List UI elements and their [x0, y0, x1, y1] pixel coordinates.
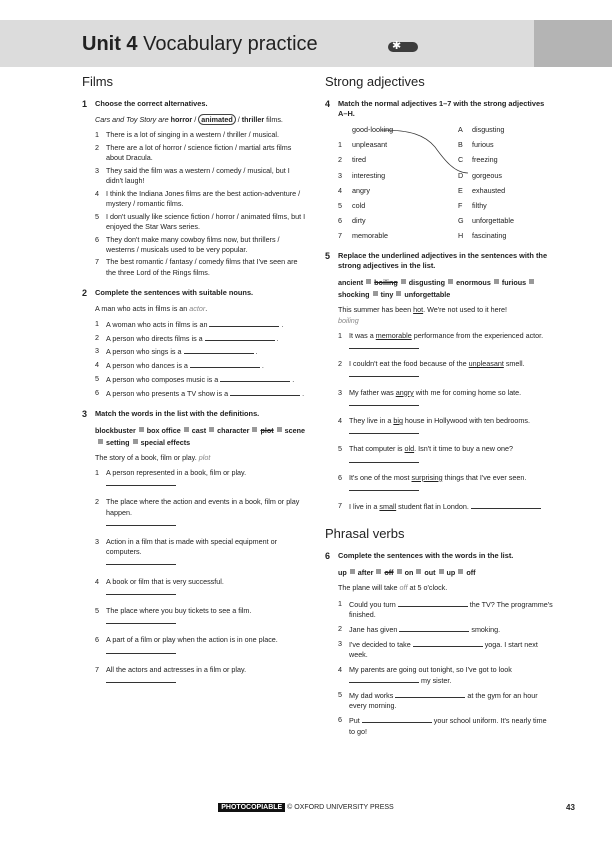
item-text: angry	[352, 185, 370, 195]
item-text: They don't make many cowboy films now, but thrillers / westerns / musicals used to be very popular.	[106, 234, 280, 254]
item-number: 1	[95, 467, 99, 477]
answer-blank[interactable]	[106, 478, 176, 486]
item-text: All the actors and actresses in a film or play.	[106, 665, 307, 686]
example: A man who acts in films is an actor.	[95, 303, 208, 313]
item-text: My father was angry with me for coming home so late.	[349, 388, 553, 409]
example-answer: boiling	[338, 315, 359, 325]
match-left-item	[338, 186, 458, 196]
answer-blank[interactable]	[209, 319, 279, 327]
item-letter: H	[458, 231, 464, 241]
list-item	[95, 360, 307, 371]
list-item	[95, 468, 307, 489]
list-item	[95, 130, 307, 140]
list-word: up	[446, 568, 456, 578]
underlined-word: surprising	[411, 472, 443, 482]
item-number: 2	[95, 332, 99, 342]
underlined-word: small	[379, 502, 397, 512]
item-text: A woman who acts in films is an .	[106, 320, 284, 330]
separator-square	[209, 427, 214, 432]
list-word: off	[384, 568, 394, 578]
item-number: 3	[95, 536, 99, 546]
item-text: It's one of the most surprising things that I've ever seen.	[349, 473, 553, 494]
exercise-2: 2 Complete the sentences with suitable nouns. A man who acts in films is an actor. 1 A woman who acts in films is an . 2 A person who directs films is a . 3 A person who sings is a . 4 A person who dances is a . 5 A person who composes music is a . 6 A person who presents a TV show is a .	[82, 288, 307, 399]
exercise-3: 3 Match the words in the list with the definitions. blockbuster box office cast character plot scenesetting special effects The story of a book, film or play. plot 1 A person represented in a book, film or play. 2 The place where the action and events in a book, film or play happen. 3 Action in a film that is made with special equipment or computers. 4 A book or film that is very successful. 5 The place where you buy tickets to see a film. 6 A part of a film or play when the action is in one place. 7 All the actors and actresses in a film or play.	[82, 409, 307, 686]
item-text: unpleasant	[352, 140, 388, 150]
answer-blank[interactable]	[349, 341, 419, 349]
list-item	[95, 537, 307, 569]
list-word: on	[404, 568, 414, 578]
exercise-4: 4 Match the normal adjectives 1–7 with the strong adjectives A–H. good-looking A disgusting 1 unpleasant B furious 2 tired C freezing 3 interesting D gorgeous 4 angry E exhausted 5 cold F filthy 6 dirty G unforgettable 7 memorable H fascinating	[325, 99, 553, 241]
list-item	[95, 257, 307, 277]
example: Cars and Toy Story are horror / animated / thriller films.	[95, 115, 283, 124]
list-item	[338, 416, 553, 437]
item-text: My parents are going out tonight, so I've got to look my sister.	[349, 664, 512, 685]
list-item	[338, 331, 553, 352]
star-badge	[388, 42, 418, 52]
match-right-item	[458, 140, 548, 150]
answer-blank[interactable]	[349, 455, 419, 463]
list-word: scene	[284, 425, 306, 435]
item-text: memorable	[352, 231, 388, 241]
item-number: 7	[95, 664, 99, 674]
item-number: 1	[95, 130, 99, 140]
example: The plane will take off at 5 o'clock.	[338, 583, 448, 593]
list-item	[338, 359, 553, 380]
answer-blank[interactable]	[349, 426, 419, 434]
answer-blank[interactable]	[230, 388, 300, 396]
item-text: A person who presents a TV show is a .	[106, 388, 305, 398]
list-item	[95, 143, 307, 163]
item-text: cold	[352, 200, 366, 210]
list-item	[95, 166, 307, 186]
item-number: 4	[338, 415, 342, 425]
item-text: dirty	[352, 216, 366, 226]
list-word: character	[217, 425, 250, 435]
match-right-item	[458, 171, 548, 181]
item-text: furious	[472, 140, 494, 150]
answer-blank[interactable]	[106, 675, 176, 683]
list-word: unforgettable	[404, 290, 451, 300]
exercise-1	[82, 99, 307, 278]
list-word: furious	[501, 278, 527, 288]
list-word: up	[338, 568, 347, 578]
right-column	[325, 74, 553, 747]
item-text: It was a memorable performance from the experienced actor.	[349, 331, 553, 352]
item-number: 7	[338, 231, 342, 241]
item-number: 4	[338, 664, 342, 674]
exercise-5: 5 Replace the underlined adjectives in the sentences with the strong adjectives in the list. ancient boiling disgusting enormous furiousshocking tiny unforgettable This summer has been hot. We're not used to it here! boiling 1 It was a memorable performance from the experienced actor. 2 I couldn't eat the food because of the unpleasant smell. 3 My father was angry with me for coming home so late. 4 They live in a big house in Hollywood with ten bedrooms. 5 That computer is old. Isn't it time to buy a new one? 6 It's one of the most surprising things that I've ever seen. 7 I live in a small student flat in London.	[325, 251, 553, 512]
item-number: 6	[338, 472, 342, 482]
item-number: 5	[95, 211, 99, 221]
list-item	[338, 690, 553, 711]
separator-square	[350, 569, 355, 574]
answer-blank[interactable]	[349, 398, 419, 406]
item-letter: D	[458, 170, 464, 180]
exercise-number: 1	[82, 99, 88, 109]
item-text: filthy	[472, 200, 487, 210]
item-text: interesting	[352, 170, 386, 180]
item-text: freezing	[472, 155, 498, 165]
circled-answer: animated	[198, 114, 236, 125]
item-number: 3	[338, 170, 342, 180]
item-text: A person who sings is a .	[106, 347, 258, 357]
item-letter: C	[458, 155, 464, 165]
item-number: 1	[95, 319, 99, 329]
item-text: Put your school uniform. It's nearly time to go!	[349, 716, 547, 736]
item-text: A person who composes music is a .	[106, 374, 295, 384]
item-number: 3	[338, 639, 342, 649]
photocopiable-label: PHOTOCOPIABLE	[218, 803, 285, 812]
item-text: A person represented in a book, film or play.	[106, 468, 307, 489]
underlined-word: memorable	[375, 330, 412, 340]
item-number: 4	[95, 188, 99, 198]
answer-blank[interactable]	[398, 599, 468, 607]
match-right-item	[458, 201, 548, 211]
underlined-word: unpleasant	[468, 359, 504, 369]
item-text: They said the film was a western / comedy / musical, but I didn't laugh!	[106, 165, 290, 186]
separator-square	[448, 279, 453, 284]
item-number: 2	[338, 155, 342, 165]
item-number: 1	[338, 140, 342, 150]
answer-blank[interactable]	[349, 675, 419, 683]
example: The story of a book, film or play. plot	[95, 452, 211, 462]
list-word: plot	[260, 425, 274, 435]
answer-blank[interactable]	[349, 369, 419, 377]
item-text: tired	[352, 155, 366, 165]
answer-blank[interactable]	[399, 624, 469, 632]
item-text: The best romantic / fantasy / comedy films that I've seen are the three Lord of the Rings films.	[106, 257, 298, 277]
list-item	[95, 577, 307, 598]
separator-square	[439, 569, 444, 574]
item-text: The place where you buy tickets to see a film.	[106, 606, 307, 627]
separator-square	[529, 279, 534, 284]
item-number: 5	[95, 373, 99, 383]
item-number: 4	[95, 576, 99, 586]
item-number: 2	[338, 623, 342, 633]
copyright: © OXFORD UNIVERSITY PRESS	[287, 804, 394, 811]
item-text: good-looking	[352, 125, 394, 134]
item-text: I think the Indiana Jones films are the best action-adventure / mystery / romantic films.	[106, 188, 301, 208]
item-number: 5	[338, 444, 342, 454]
list-word: box office	[146, 425, 181, 435]
header-tab	[534, 20, 612, 67]
match-right-item	[458, 186, 548, 196]
list-word: out	[424, 568, 436, 578]
item-text: A person who dances is a .	[106, 361, 264, 371]
answer-blank[interactable]	[106, 646, 176, 654]
item-text: exhausted	[472, 185, 506, 195]
item-text: The place where the action and events in a book, film or play happen.	[106, 497, 307, 529]
list-item	[95, 388, 307, 399]
item-number: 3	[338, 387, 342, 397]
list-item	[95, 635, 307, 656]
separator-square	[366, 279, 371, 284]
separator-square	[139, 427, 144, 432]
item-text: Could you turn the TV? The programme's finished.	[349, 599, 553, 619]
answer-blank[interactable]	[106, 616, 176, 624]
item-number: 1	[338, 598, 342, 608]
list-item	[338, 599, 553, 620]
item-number: 6	[95, 234, 99, 244]
word-list	[338, 567, 553, 579]
match-right-item	[458, 216, 548, 226]
item-text: disgusting	[472, 125, 505, 134]
answer-blank[interactable]	[349, 483, 419, 491]
answer-blank[interactable]	[413, 639, 483, 647]
list-word: boiling	[374, 278, 398, 288]
answer-blank[interactable]	[184, 346, 254, 354]
list-word: blockbuster	[95, 425, 136, 435]
item-letter: B	[458, 140, 463, 150]
item-text: I don't usually like science fiction / horror / animated films, but I enjoyed the Star Wars series.	[106, 211, 306, 231]
item-number: 2	[95, 497, 99, 507]
item-letter: E	[458, 185, 463, 195]
item-number: 5	[338, 200, 342, 210]
item-text: A book or film that is very successful.	[106, 577, 307, 598]
example: This summer has been hot. We're not used to it here!	[338, 305, 508, 315]
item-number: 4	[95, 360, 99, 370]
item-number: 2	[338, 359, 342, 369]
list-item	[338, 388, 553, 409]
item-number: 6	[338, 216, 342, 226]
separator-square	[401, 279, 406, 284]
item-number: 7	[338, 501, 342, 511]
list-item	[95, 346, 307, 357]
section-heading-films: Films	[82, 74, 114, 89]
list-item	[95, 319, 307, 330]
list-word: shocking	[338, 290, 370, 300]
item-letter: G	[458, 216, 464, 226]
answer-blank[interactable]	[106, 557, 176, 565]
separator-square	[184, 427, 189, 432]
item-text: My dad works at the gym for an hour every morning.	[349, 690, 538, 711]
separator-square	[133, 439, 138, 444]
section-heading-phrasal-verbs: Phrasal verbs	[325, 526, 405, 542]
separator-square	[396, 291, 401, 296]
item-text: They live in a big house in Hollywood with ten bedrooms.	[349, 416, 553, 437]
answer-blank[interactable]	[362, 715, 432, 723]
item-number: 4	[338, 185, 342, 195]
list-item	[95, 189, 307, 209]
answer-blank[interactable]	[395, 690, 465, 698]
item-text: That computer is old. Isn't it time to buy a new one?	[349, 444, 553, 465]
item-number: 5	[338, 689, 342, 699]
title-text: Vocabulary practice	[143, 33, 318, 55]
item-text: A part of a film or play when the action is in one place.	[106, 635, 307, 656]
unit-label: Unit 4	[82, 33, 138, 55]
list-item	[338, 501, 553, 512]
list-word: disgusting	[408, 278, 446, 288]
underlined-word: big	[393, 415, 403, 425]
item-text: gorgeous	[472, 170, 502, 180]
answer-blank[interactable]	[190, 360, 260, 368]
list-item	[338, 715, 553, 736]
item-text: fascinating	[472, 231, 507, 241]
match-left-item	[338, 216, 458, 226]
page-number: 43	[566, 803, 575, 812]
item-text: Action in a film that is made with special equipment or computers.	[106, 537, 307, 569]
answer-blank[interactable]	[471, 501, 541, 509]
footer	[0, 804, 612, 811]
list-item	[338, 665, 553, 686]
item-text: unforgettable	[472, 216, 514, 226]
list-item	[338, 624, 553, 635]
item-text: I've decided to take yoga. I start next week.	[349, 640, 538, 660]
item-number: 6	[95, 387, 99, 397]
list-item	[95, 374, 307, 385]
item-text: There are a lot of horror / science fiction / martial arts films about Dracula.	[106, 142, 292, 163]
item-text: I live in a small student flat in London.	[349, 501, 553, 512]
separator-square	[416, 569, 421, 574]
list-word: enormous	[456, 278, 491, 288]
item-letter: F	[458, 200, 463, 210]
star-icon: ✱	[392, 40, 402, 52]
separator-square	[397, 569, 402, 574]
match-right-item	[458, 155, 548, 165]
match-left-item	[338, 231, 458, 241]
list-word: tiny	[380, 290, 394, 300]
section-heading-strong-adjectives: Strong adjectives	[325, 74, 425, 89]
list-word: off	[466, 568, 476, 578]
item-text: Jane has given smoking.	[349, 624, 501, 634]
match-left-item	[338, 201, 458, 211]
list-item	[95, 333, 307, 344]
separator-square	[277, 427, 282, 432]
list-item	[95, 235, 307, 255]
answer-blank[interactable]	[205, 333, 275, 341]
item-number: 6	[338, 715, 342, 725]
underlined-word: angry	[395, 387, 414, 397]
item-number: 3	[95, 165, 99, 175]
matching-grid	[338, 125, 553, 241]
page-title	[82, 33, 318, 56]
list-item	[95, 497, 307, 529]
separator-square	[98, 439, 103, 444]
separator-square	[373, 291, 378, 296]
list-item	[338, 473, 553, 494]
list-item	[338, 639, 553, 660]
item-number: 3	[95, 346, 99, 356]
separator-square	[376, 569, 381, 574]
match-right-item	[458, 231, 548, 241]
list-word: cast	[191, 425, 207, 435]
underlined-word: old	[404, 444, 415, 454]
item-text: I couldn't eat the food because of the unpleasant smell.	[349, 359, 553, 380]
item-number: 2	[95, 142, 99, 152]
separator-square	[458, 569, 463, 574]
left-column	[82, 74, 307, 696]
item-number: 6	[95, 635, 99, 645]
item-number: 5	[95, 606, 99, 615]
list-item	[338, 444, 553, 465]
list-item	[95, 212, 307, 232]
word-list	[338, 277, 553, 301]
word-list	[95, 425, 307, 449]
separator-square	[252, 427, 257, 432]
answer-blank[interactable]	[220, 374, 290, 382]
exercise-instruction: Choose the correct alternatives.	[95, 99, 208, 108]
list-word: setting	[106, 437, 130, 447]
separator-square	[494, 279, 499, 284]
list-word: ancient	[338, 278, 364, 288]
list-word: special effects	[140, 437, 191, 447]
exercise-6: 6 Complete the sentences with the words in the list. up after off on out up off The plane will take off at 5 o'clock. 1 Could you turn the TV? The programme's finished. 2 Jane has given smoking. 3 I've decided to take yoga. I start next week. 4 My parents are going out tonight, so I've got to look my sister. 5 My dad works at the gym for an hour every morning. 6 Put your school uniform. It's nearly time to go!	[325, 551, 553, 736]
item-text: There is a lot of singing in a western / thriller / musical.	[106, 130, 279, 140]
list-item	[95, 606, 307, 627]
example-match-line	[380, 129, 470, 179]
answer-blank[interactable]	[106, 587, 176, 595]
item-number: 1	[338, 330, 342, 340]
answer-blank[interactable]	[106, 518, 176, 526]
item-text: A person who directs films is a .	[106, 333, 279, 343]
item-number: 7	[95, 257, 99, 267]
item-letter: A	[458, 125, 463, 134]
list-word: after	[357, 568, 374, 578]
match-right-item	[458, 125, 548, 135]
list-item	[95, 665, 307, 686]
